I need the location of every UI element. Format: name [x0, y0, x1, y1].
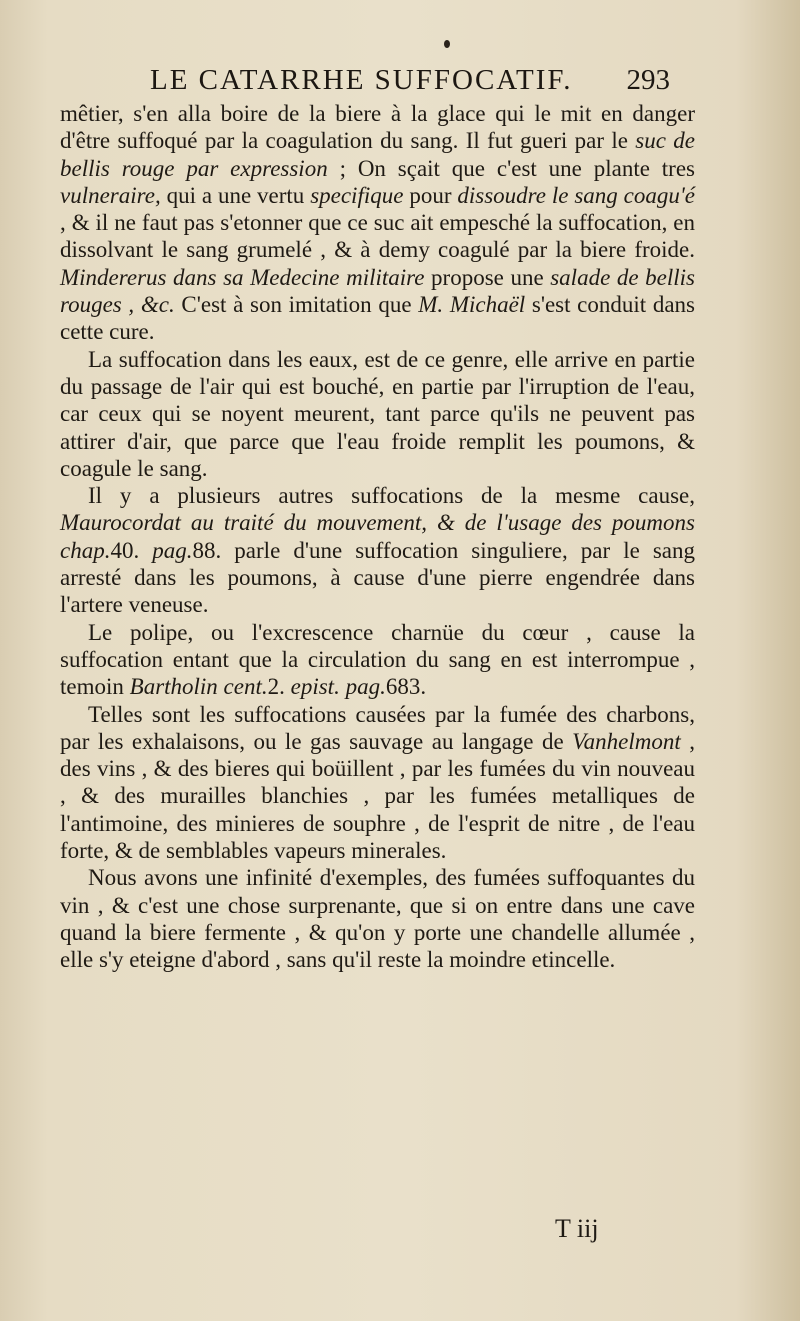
- paragraph: [60, 482, 695, 618]
- text-run: La suffocation dans les eaux, est de ce genre, elle arrive en partie du passage de l'air qui est bouché, en partie par l'irruption de l'eau, car ceux qui se noyent meurent, tant parce qu'ils ne peuvent pas attirer d'air, que parce que l'eau froide remplit les poumons, & coagule le sang.: [60, 346, 695, 481]
- italic-run: epist. pag.: [290, 674, 386, 700]
- text-run: Nous avons une infinité d'exemples, des fumées suffoquantes du vin , & c'est une chose surprenante, que si on entre dans une cave quand la biere fermente , & qu'on y porte une chandelle allumée , elle s'y eteigne d'abord , sans qu'il reste la moindre etincelle.: [60, 865, 695, 973]
- text-run: pour: [403, 182, 458, 208]
- text-run: , des vins , & des bieres qui boüillent , par les fumées du vin nouveau , & des murailles blanchies , par les fumées metalliques de l'antimoine, des minieres de souphre , de l'esprit de nitre , de l'eau forte, & de semblables vapeurs minerales.: [60, 728, 696, 864]
- text-run: mêtier, s'en alla boire de la biere à la glace qui le mit en danger d'être suffoqué par la coagulation du sang. Il fut gueri par le: [60, 101, 695, 154]
- text-run: propose une: [424, 264, 551, 290]
- text-run: , & il ne faut pas s'etonner que ce suc ait empesché la suffocation, en dissolvant le sang grumelé , & à demy coagulé par la biere froide.: [60, 210, 695, 263]
- page-number: 293: [626, 64, 670, 96]
- text-run: 88. parle d'une suffocation singuliere, par le sang arresté dans les poumons, à cause d'une pierre engendrée dans l'artere veneuse.: [60, 537, 695, 618]
- signature-mark: T iij: [555, 1214, 599, 1243]
- text-run: s'est conduit dans cette cure.: [60, 292, 696, 345]
- text-run: Le polipe, ou l'excrescence charnüe du cœur , cause la suffocation entant que la circulation du sang en est interrompue , temoin: [60, 619, 695, 700]
- text-run: C'est à son imitation que: [174, 292, 419, 318]
- page-header: [150, 64, 670, 104]
- text-run: 40.: [110, 537, 153, 563]
- paragraph: [60, 619, 695, 701]
- paragraph: [60, 701, 695, 865]
- italic-run: dissoudre le sang coagu'é: [457, 182, 695, 208]
- italic-run: Maurocordat au traité du mouvement, & de l'usage des poumons chap.: [60, 510, 695, 563]
- body-text: [60, 100, 695, 974]
- italic-run: suc de bellis rouge par expression: [60, 128, 695, 181]
- paragraph: [60, 100, 695, 346]
- italic-run: pag.: [152, 537, 193, 563]
- paragraph: [60, 346, 695, 482]
- ink-mark: [444, 40, 450, 48]
- running-head: LE CATARRHE SUFFOCATIF.: [150, 64, 573, 96]
- italic-run: M. Michaël: [418, 292, 526, 318]
- text-run: qui a une vertu: [160, 182, 311, 208]
- text-run: Il y a plusieurs autres suffocations de la mesme cause,: [88, 483, 695, 509]
- italic-run: Vanhelmont: [572, 728, 681, 754]
- italic-run: Mindererus dans sa Medecine militaire: [60, 264, 425, 290]
- text-run: 683.: [385, 674, 427, 700]
- italic-run: Bartholin cent.: [129, 674, 268, 700]
- italic-run: vulneraire,: [60, 182, 161, 208]
- italic-run: specifique: [310, 182, 404, 208]
- italic-run: salade de bellis rouges , &c.: [60, 264, 695, 318]
- text-run: Telles sont les suffocations causées par la fumée des charbons, par les exhalaisons, ou le gas sauvage au langage de: [60, 701, 695, 754]
- text-run: 2.: [267, 674, 291, 700]
- paragraph: [60, 864, 695, 973]
- text-run: ; On sçait que c'est une plante tres: [327, 155, 695, 181]
